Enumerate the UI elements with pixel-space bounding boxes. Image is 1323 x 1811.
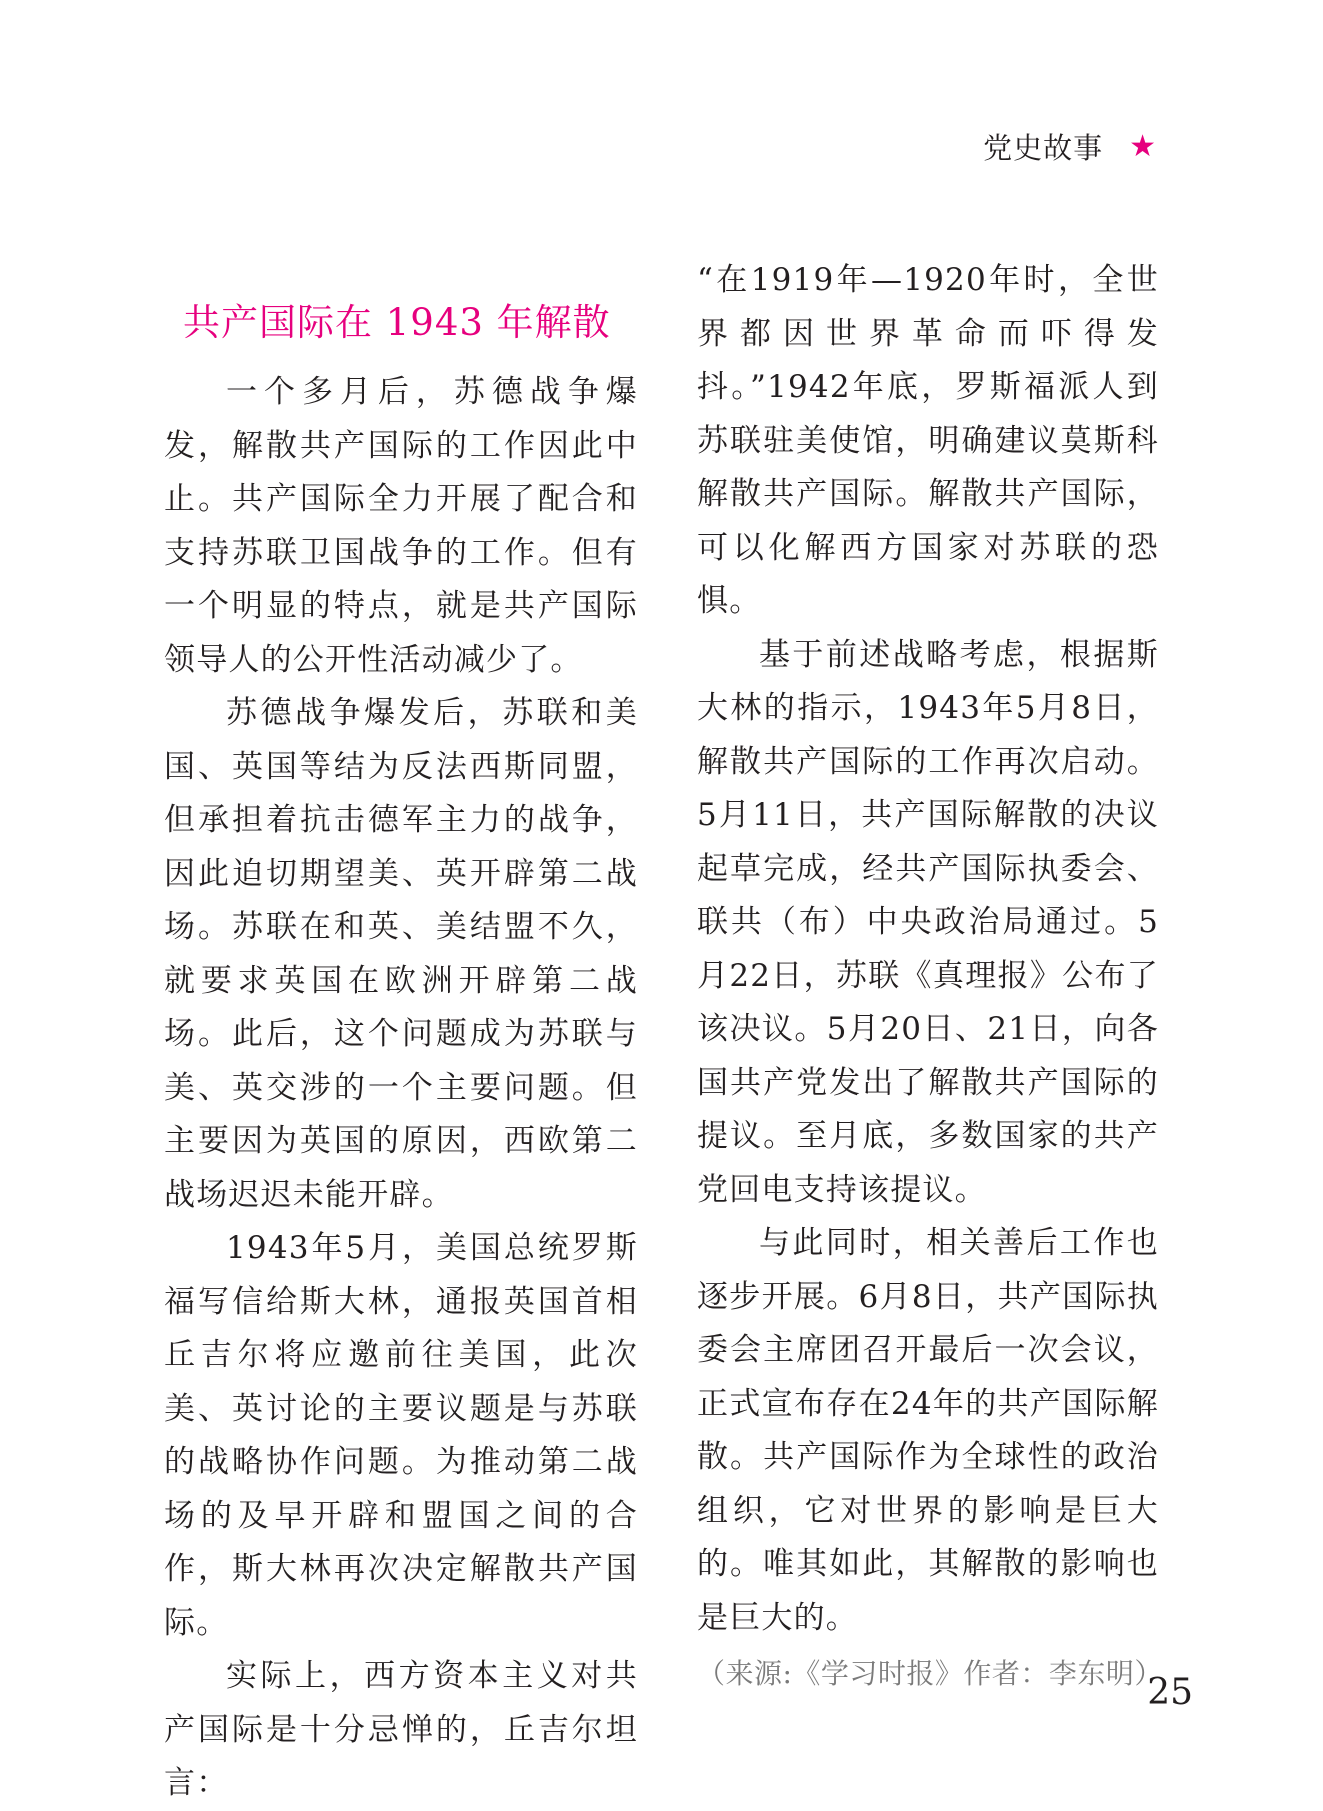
paragraph: 实际上，西方资本主义对共产国际是十分忌惮的，丘吉尔坦言： xyxy=(164,1658,638,1801)
paragraph: 苏德战争爆发后，苏联和美国、英国等结为反法西斯同盟，但承担着抗击德军主力的战争，因此迫切期望美、英开辟第二战场。苏联在和英、美结盟不久，就要求英国在欧洲开辟第二战场。此后，这个问题成为苏联与美、英交涉的一个主要问题。但主要因为英国的原因，西欧第二战场迟迟未能开辟。 xyxy=(164,695,638,1213)
paragraph: 一个多月后，苏德战争爆发，解散共产国际的工作因此中止。共产国际全力开展了配合和支持苏联卫国战争的工作。但有一个明显的特点，就是共产国际领导人的公开性活动减少了。 xyxy=(164,374,638,678)
page-number: 25 xyxy=(1147,1672,1193,1713)
section-label: 党史故事 xyxy=(983,131,1104,165)
star-icon: ★ xyxy=(1129,128,1157,164)
article-title: 共产国际在 1943 年解散 xyxy=(183,301,611,344)
paragraph-continuation: “在1919年—1920年时，全世界都因世界革命而吓得发抖。”1942年底，罗斯福派人到苏联驻美使馆，明确建议莫斯科解散共产国际。解散共产国际，可以化解西方国家对苏联的恐惧。 xyxy=(697,262,1159,619)
paragraph: 1943年5月，美国总统罗斯福写信给斯大林，通报英国首相丘吉尔将应邀前往美国，此次美、英讨论的主要议题是与苏联的战略协作问题。为推动第二战场的及早开辟和盟国之间的合作，斯大林再次决定解散共产国际。 xyxy=(164,1230,638,1641)
paragraph: 与此同时，相关善后工作也逐步开展。6月8日，共产国际执委会主席团召开最后一次会议，正式宣布存在24年的共产国际解散。共产国际作为全球性的政治组织，它对世界的影响是巨大的。唯其如此，其解散的影响也是巨大的。 xyxy=(697,1225,1159,1636)
paragraph: 基于前述战略考虑，根据斯大林的指示，1943年5月8日，解散共产国际的工作再次启动。5月11日，共产国际解散的决议起草完成，经共产国际执委会、联共（布）中央政治局通过。5月22日，苏联《真理报》公布了该决议。5月20日、21日，向各国共产党发出了解散共产国际的提议。至月底，多数国家的共产党回电支持该提议。 xyxy=(697,636,1159,1208)
page-header xyxy=(983,126,1157,167)
article-source: （来源:《学习时报》作者：李东明） xyxy=(697,1657,1163,1690)
